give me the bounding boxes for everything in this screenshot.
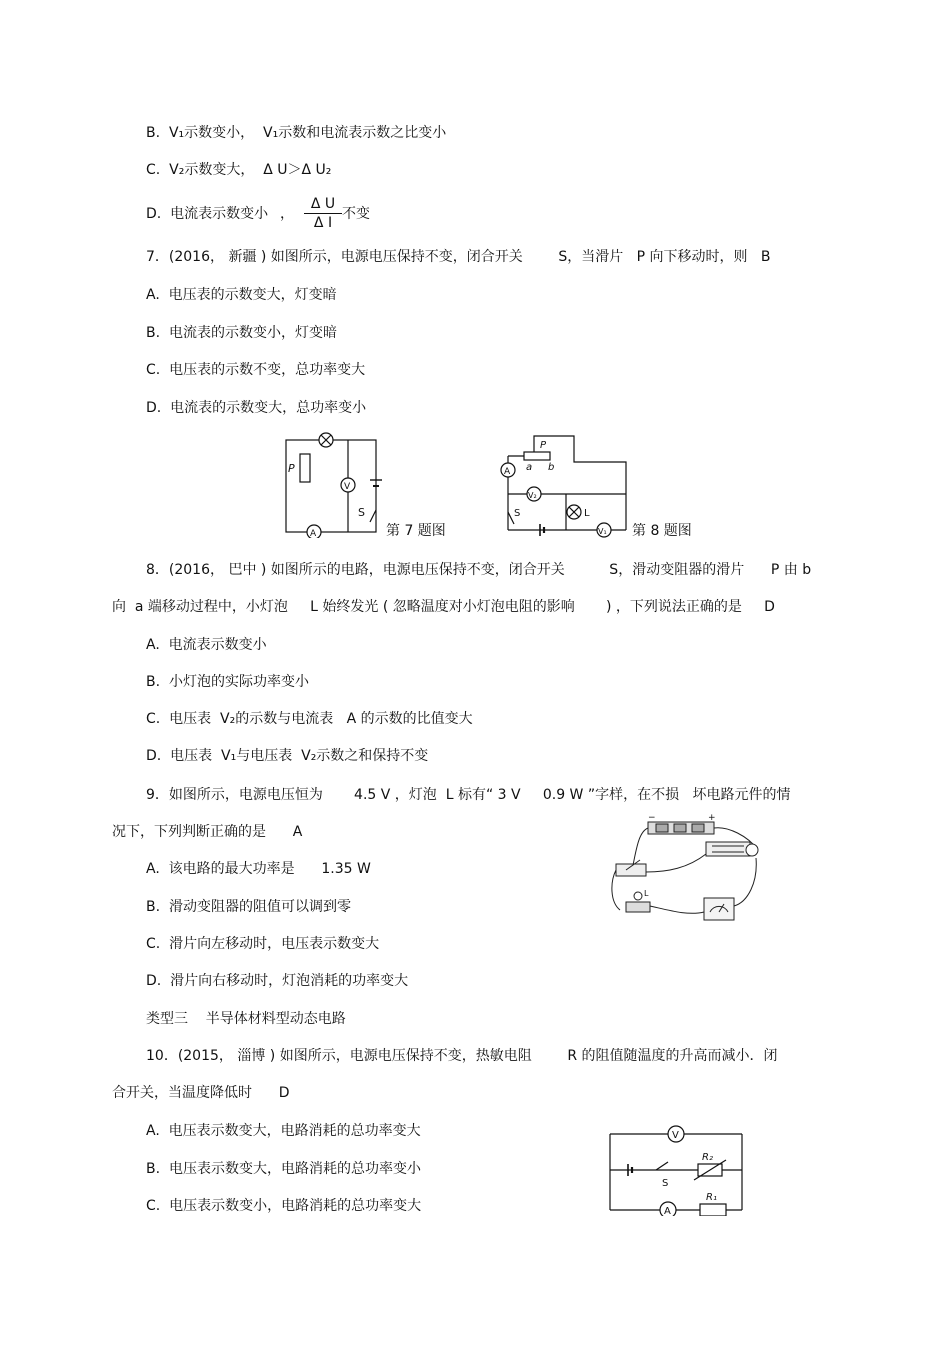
q7-option-d: D. 电流表的示数变大，总功率变小 — [146, 400, 367, 416]
q6-option-d-text: D. 电流表示数变小 — [146, 206, 269, 222]
q9-option-b: B. 滑动变阻器的阻值可以调到零 — [146, 899, 351, 915]
q6-option-c: C. V₂示数变大， Δ U＞Δ U₂ — [146, 162, 332, 178]
q10-option-a: A. 电压表示数变大，电路消耗的总功率变大 — [146, 1123, 421, 1139]
fig9-label-l: L — [644, 889, 649, 898]
figure-9-physical-circuit — [608, 812, 768, 940]
q8-option-d: D. 电压表 V₁与电压表 V₂示数之和保持不变 — [146, 748, 429, 764]
q7-option-b: B. 电流表的示数变小，灯变暗 — [146, 325, 337, 341]
fig8-label-p: P — [540, 440, 547, 451]
q6-option-d-end: 不变 — [342, 206, 370, 222]
figure-7-caption: 第 7 题图 — [386, 523, 446, 539]
fraction-denominator: Δ I — [313, 215, 333, 231]
q7-stem: 7．(2016， 新疆 ) 如图所示，电源电压保持不变，闭合开关 S，当滑片 P 向下移动时，则 B — [146, 249, 771, 265]
q9-stem-line1: 9．如图所示，电源电压恒为 4.5 V ，灯泡 L 标有“ 3 V 0.9 W ”字样，在不损 坏电路元件的情 — [146, 787, 791, 803]
q8-option-b: B. 小灯泡的实际功率变小 — [146, 674, 309, 690]
q9-option-d: D. 滑片向右移动时，灯泡消耗的功率变大 — [146, 973, 409, 989]
figure-8-caption: 第 8 题图 — [632, 523, 692, 539]
q8-option-c: C. 电压表 V₂的示数与电流表 A 的示数的比值变大 — [146, 711, 473, 727]
fig8-label-v1: V₁ — [598, 527, 607, 536]
fig7-label-s: S — [358, 506, 365, 519]
figure-7-circuit — [280, 432, 390, 538]
figure-10-circuit — [606, 1124, 748, 1216]
q8-stem-line2: 向 a 端移动过程中，小灯泡 L 始终发光 ( 忽略温度对小灯泡电阻的影响 ) ，下列说法正确的是 D — [112, 599, 775, 615]
q10-stem-line2: 合开关，当温度降低时 D — [112, 1085, 290, 1101]
fig10-label-v: V — [672, 1130, 679, 1141]
delta-fraction — [304, 196, 342, 231]
fig8-label-ammeter: A — [504, 467, 511, 477]
q8-stem-line1: 8．(2016， 巴中 ) 如图所示的电路，电源电压保持不变，闭合开关 S，滑动变阻器的滑片 P 由 b — [146, 562, 812, 578]
fig8-label-s: S — [514, 508, 521, 519]
q9-option-a: A. 该电路的最大功率是 1.35 W — [146, 861, 371, 877]
fig9-label-plus: + — [708, 813, 716, 823]
q9-stem-line2: 况下，下列判断正确的是 A — [112, 824, 303, 840]
fig8-label-l: L — [584, 508, 590, 519]
fig10-label-r2: R₂ — [702, 1152, 713, 1163]
q10-option-c: C. 电压表示数变小，电路消耗的总功率变大 — [146, 1198, 422, 1214]
q7-option-c: C. 电压表的示数不变，总功率变大 — [146, 362, 366, 378]
fig7-label-a: A — [310, 529, 317, 538]
q6-option-b: B. V₁示数变小， V₁示数和电流表示数之比变小 — [146, 125, 447, 141]
fig8-label-b: b — [548, 462, 555, 473]
q10-option-b: B. 电压表示数变大，电路消耗的总功率变小 — [146, 1161, 421, 1177]
fig7-label-p: P — [288, 462, 295, 475]
figure-8-circuit — [494, 434, 634, 540]
fig7-label-v: V — [344, 482, 351, 492]
fig10-label-s: S — [662, 1178, 669, 1189]
section-heading-type3: 类型三 半导体材料型动态电路 — [146, 1011, 346, 1027]
q6-option-d-comma: ， — [280, 206, 294, 222]
fraction-bar — [304, 213, 342, 214]
q9-option-c: C. 滑片向左移动时，电压表示数变大 — [146, 936, 380, 952]
fraction-numerator: Δ U — [310, 196, 336, 212]
q8-option-a: A. 电流表示数变小 — [146, 637, 267, 653]
q7-option-a: A. 电压表的示数变大，灯变暗 — [146, 287, 337, 303]
q10-stem-line1: 10．(2015， 淄博 ) 如图所示，电源电压保持不变，热敏电阻 R 的阻值随温度的升高而减小．闭 — [146, 1048, 778, 1064]
fig8-label-v2: V₂ — [528, 491, 537, 500]
fig10-label-a: A — [664, 1206, 671, 1216]
fig10-label-r1: R₁ — [706, 1192, 717, 1203]
fig9-label-minus: − — [648, 813, 656, 823]
fig8-label-a: a — [526, 462, 533, 473]
